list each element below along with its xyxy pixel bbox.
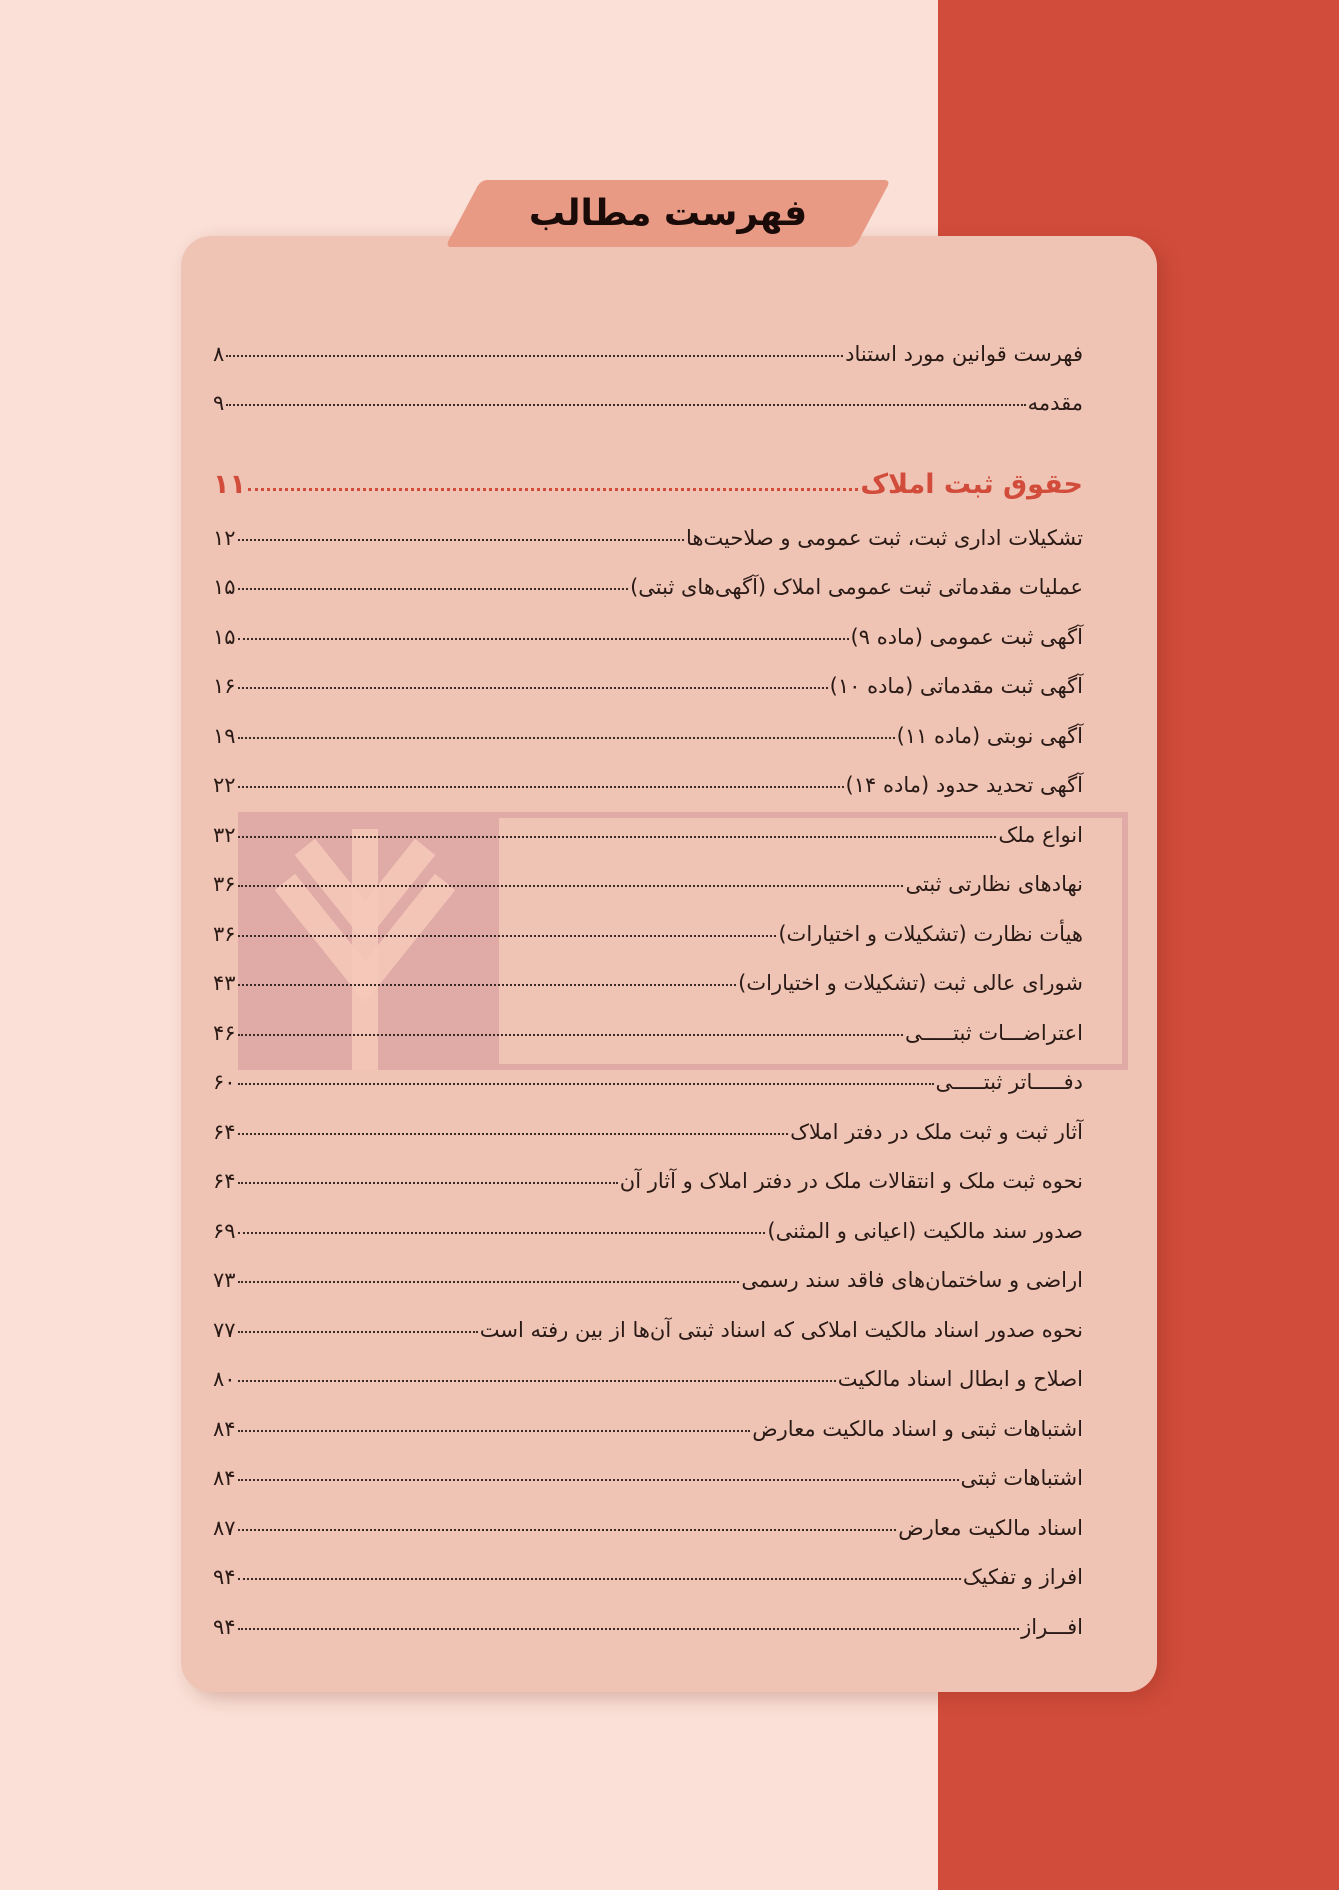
toc-entry-title: آگهی تحدید حدود (ماده ۱۴) — [845, 773, 1083, 797]
dot-leader — [238, 1034, 903, 1036]
toc-page-number: ۱۵ — [213, 624, 236, 649]
toc-entry[interactable] — [213, 1292, 1083, 1342]
toc-entry-title: افراز و تفکیک — [962, 1565, 1083, 1589]
toc-page-number: ۳۶ — [213, 921, 236, 946]
spacer — [213, 415, 1083, 433]
toc-entry[interactable] — [213, 797, 1083, 847]
dot-leader — [238, 737, 895, 739]
toc-page-number: ۳۶ — [213, 872, 236, 896]
toc-entry-title: آگهی ثبت عمومی (ماده ۹) — [850, 624, 1083, 649]
toc-entry-title: آگهی نوبتی (ماده ۱۱) — [896, 723, 1083, 748]
toc-page-number: ۸۴ — [213, 1416, 236, 1441]
toc-entry[interactable] — [213, 500, 1083, 550]
toc-entry[interactable] — [213, 698, 1083, 748]
toc-entry-title: شورای عالی ثبت (تشکیلات و اختیارات) — [738, 971, 1083, 995]
dot-leader — [226, 404, 1025, 406]
toc-entry-title: اراضی و ساختمان‌های فاقد سند رسمی — [741, 1268, 1083, 1292]
toc-entry-title: مقدمه — [1027, 391, 1083, 415]
toc-page-number: ۷۷ — [213, 1317, 236, 1342]
toc-page-number: ۹۴ — [213, 1565, 236, 1589]
dot-leader — [226, 355, 843, 357]
toc-entry[interactable] — [213, 366, 1083, 416]
toc-entry[interactable] — [213, 1045, 1083, 1095]
dot-leader — [238, 687, 828, 689]
toc-page-number: ۱۱ — [213, 469, 246, 500]
toc-entry-title: عملیات مقدماتی ثبت عمومی املاک (آگهی‌های ثبتی) — [630, 575, 1083, 599]
dot-leader — [238, 1430, 751, 1432]
toc-entry[interactable] — [213, 1441, 1083, 1491]
toc-entry-title: حقوق ثبت املاک — [860, 469, 1083, 500]
toc-entry-title: اسناد مالکیت معارض — [898, 1515, 1083, 1540]
dot-leader — [238, 836, 997, 838]
toc-page-number: ۱۵ — [213, 575, 236, 599]
dot-leader — [238, 1628, 1020, 1630]
toc-chapter-heading[interactable] — [213, 433, 1083, 500]
toc-entry[interactable] — [213, 748, 1083, 798]
dot-leader — [238, 638, 849, 640]
toc-page-number: ۶۴ — [213, 1169, 236, 1193]
toc-page-number: ۱۲ — [213, 525, 236, 550]
toc-entry-title: نهادهای نظارتی ثبتی — [905, 872, 1083, 896]
table-of-contents — [213, 316, 1083, 1639]
dot-leader — [238, 588, 629, 590]
toc-page-number: ۸۷ — [213, 1515, 236, 1540]
toc-entry[interactable] — [213, 896, 1083, 946]
toc-entry[interactable] — [213, 946, 1083, 996]
toc-entry[interactable] — [213, 1193, 1083, 1243]
toc-entry[interactable] — [213, 1490, 1083, 1540]
toc-entry[interactable] — [213, 1540, 1083, 1590]
toc-page-number: ۸۴ — [213, 1466, 236, 1490]
toc-entry[interactable] — [213, 1342, 1083, 1392]
toc-entry-title: هیأت نظارت (تشکیلات و اختیارات) — [778, 921, 1083, 946]
toc-entry[interactable] — [213, 1094, 1083, 1144]
toc-entry-title: اشتباهات ثبتی و اسناد مالکیت معارض — [752, 1416, 1083, 1441]
toc-page-number: ۳۲ — [213, 822, 236, 847]
toc-entry-title: اعتراضـــات ثبتـــــی — [904, 1020, 1083, 1045]
toc-page-number: ۱۹ — [213, 723, 236, 748]
toc-page-number: ۷۳ — [213, 1268, 236, 1292]
dot-leader — [238, 1331, 478, 1333]
toc-entry[interactable] — [213, 599, 1083, 649]
toc-entry-title: تشکیلات اداری ثبت، ثبت عمومی و صلاحیت‌ها — [685, 525, 1083, 550]
toc-page-number: ۸ — [213, 341, 225, 366]
toc-page-number: ۱۶ — [213, 674, 236, 698]
toc-entry[interactable] — [213, 1391, 1083, 1441]
toc-entry-title: فهرست قوانین مورد استناد — [845, 341, 1083, 366]
dot-leader — [238, 1529, 897, 1531]
toc-page-number: ۶۹ — [213, 1218, 236, 1243]
toc-entry-title: نحوه صدور اسناد مالکیت املاکی که اسناد ثبتی آن‌ها از بین رفته است — [479, 1317, 1083, 1342]
toc-entry-title: اصلاح و ابطال اسناد مالکیت — [837, 1367, 1083, 1391]
toc-entry[interactable] — [213, 847, 1083, 897]
dot-leader — [238, 1182, 618, 1184]
toc-page-number: ۴۳ — [213, 971, 236, 995]
toc-entry-title: نحوه ثبت ملک و انتقالات ملک در دفتر املاک و آثار آن — [619, 1169, 1083, 1193]
dot-leader — [238, 1380, 836, 1382]
toc-entry-title: آثار ثبت و ثبت ملک در دفتر املاک — [790, 1119, 1083, 1144]
toc-entry-title: انواع ملک — [998, 822, 1083, 847]
toc-page-number: ۸۰ — [213, 1367, 236, 1391]
toc-entry[interactable] — [213, 1243, 1083, 1293]
toc-page-number: ۶۴ — [213, 1119, 236, 1144]
dot-leader — [238, 1083, 934, 1085]
toc-entry[interactable] — [213, 649, 1083, 699]
toc-entry[interactable] — [213, 1589, 1083, 1639]
dot-leader — [238, 885, 904, 887]
toc-entry[interactable] — [213, 995, 1083, 1045]
dot-leader — [238, 1232, 766, 1234]
dot-leader — [238, 1133, 789, 1135]
dot-leader — [238, 1578, 961, 1580]
toc-page-number: ۹۴ — [213, 1614, 236, 1639]
dot-leader — [238, 984, 737, 986]
toc-page-number: ۶۰ — [213, 1070, 236, 1094]
toc-entry[interactable] — [213, 1144, 1083, 1194]
dot-leader — [238, 786, 844, 788]
dot-leader — [248, 488, 858, 491]
toc-entry-title: افـــراز — [1021, 1614, 1083, 1639]
page-title: فهرست مطالب — [528, 193, 808, 234]
toc-entry-title: آگهی ثبت مقدماتی (ماده ۱۰) — [829, 674, 1083, 698]
dot-leader — [238, 1479, 959, 1481]
toc-page-number: ۴۶ — [213, 1020, 236, 1045]
toc-entry[interactable] — [213, 316, 1083, 366]
toc-page-number: ۹ — [213, 391, 225, 415]
dot-leader — [238, 539, 684, 541]
dot-leader — [238, 1281, 740, 1283]
toc-entry[interactable] — [213, 550, 1083, 600]
toc-entry-title: صدور سند مالکیت (اعیانی و المثنی) — [767, 1218, 1083, 1243]
toc-entry-title: دفـــــاتر ثبتـــــی — [935, 1070, 1083, 1094]
dot-leader — [238, 935, 777, 937]
toc-page-number: ۲۲ — [213, 773, 236, 797]
toc-entry-title: اشتباهات ثبتی — [960, 1466, 1083, 1490]
